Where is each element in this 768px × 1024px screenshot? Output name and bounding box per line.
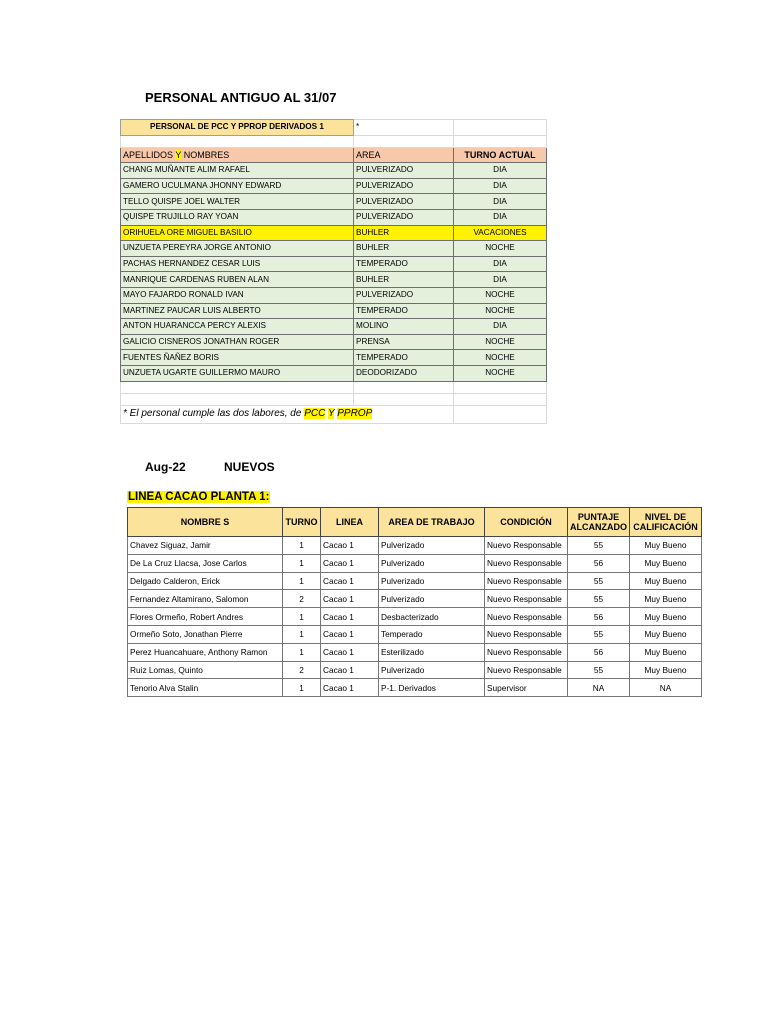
asterisk-cell: *	[354, 120, 454, 136]
table-cell: Esterilizado	[379, 643, 485, 661]
cell-area: TEMPERADO	[354, 256, 454, 272]
column-header: AREA DE TRABAJO	[379, 508, 485, 537]
cell-name: MANRIQUE CARDENAS RUBEN ALAN	[121, 272, 354, 288]
table-cell: Muy Bueno	[630, 590, 702, 608]
cell-name: UNZUETA PEREYRA JORGE ANTONIO	[121, 241, 354, 257]
cell-name: GAMERO UCULMANA JHONNY EDWARD	[121, 178, 354, 194]
table-cell: Nuevo Responsable	[485, 625, 568, 643]
cell-turno: NOCHE	[454, 350, 547, 366]
personal-antiguo-table	[120, 119, 547, 424]
cell-area: PULVERIZADO	[354, 178, 454, 194]
table-cell: NA	[630, 679, 702, 697]
table-cell: Nuevo Responsable	[485, 661, 568, 679]
table-row	[121, 256, 547, 272]
table-cell: Muy Bueno	[630, 643, 702, 661]
table-cell: Temperado	[379, 625, 485, 643]
table-cell: Cacao 1	[321, 643, 379, 661]
table-cell: 2	[283, 590, 321, 608]
table-row	[128, 661, 702, 679]
table-cell: 56	[568, 643, 630, 661]
page-title: PERSONAL ANTIGUO AL 31/07	[145, 90, 337, 105]
table-cell: Nuevo Responsable	[485, 590, 568, 608]
table-cell: 55	[568, 625, 630, 643]
table-cell: Desbacterizado	[379, 608, 485, 626]
table-cell: Pulverizado	[379, 661, 485, 679]
table-cell: Ormeño Soto, Jonathan Pierre	[128, 625, 283, 643]
table-row	[128, 679, 702, 697]
group-title-row	[121, 120, 547, 136]
cell-turno: NOCHE	[454, 303, 547, 319]
group-title: PERSONAL DE PCC Y PPROP DERIVADOS 1	[121, 120, 354, 136]
table-cell: 55	[568, 661, 630, 679]
table-cell: Cacao 1	[321, 590, 379, 608]
table-row	[121, 319, 547, 335]
header-turno: TURNO ACTUAL	[454, 147, 547, 163]
cell-turno: DIA	[454, 209, 547, 225]
table-cell: 1	[283, 554, 321, 572]
table-cell: Cacao 1	[321, 625, 379, 643]
table-cell: Delgado Calderon, Erick	[128, 572, 283, 590]
table-row	[121, 303, 547, 319]
cell-name: PACHAS HERNANDEZ CESAR LUIS	[121, 256, 354, 272]
table-cell: Nuevo Responsable	[485, 537, 568, 555]
cell-name: MARTINEZ PAUCAR LUIS ALBERTO	[121, 303, 354, 319]
table-cell: Muy Bueno	[630, 554, 702, 572]
nuevos-label: NUEVOS	[224, 460, 275, 474]
cell-area: MOLINO	[354, 319, 454, 335]
cell-name: ORIHUELA ORE MIGUEL BASILIO	[121, 225, 354, 241]
table-cell: 1	[283, 679, 321, 697]
table-cell: Nuevo Responsable	[485, 608, 568, 626]
date-label: Aug-22	[145, 460, 186, 474]
table-cell: Flores Ormeño, Robert Andres	[128, 608, 283, 626]
cell-area: PULVERIZADO	[354, 287, 454, 303]
table-cell: Cacao 1	[321, 572, 379, 590]
footnote: * El personal cumple las dos labores, de PCC Y PPROP	[121, 405, 454, 423]
table-cell: Muy Bueno	[630, 661, 702, 679]
column-header: TURNO	[283, 508, 321, 537]
table-cell: De La Cruz Llacsa, Jose Carlos	[128, 554, 283, 572]
column-header: NIVEL DE CALIFICACIÓN	[630, 508, 702, 537]
table-cell: Muy Bueno	[630, 625, 702, 643]
table-cell: 55	[568, 537, 630, 555]
table-cell: Pulverizado	[379, 554, 485, 572]
note-row	[121, 405, 547, 423]
cell-name: QUISPE TRUJILLO RAY YOAN	[121, 209, 354, 225]
table-cell: 55	[568, 572, 630, 590]
column-header-row	[121, 147, 547, 163]
cell-turno: DIA	[454, 272, 547, 288]
table-cell: Supervisor	[485, 679, 568, 697]
table-cell: Perez Huancahuare, Anthony Ramon	[128, 643, 283, 661]
table-row	[128, 554, 702, 572]
table-row	[128, 608, 702, 626]
table-cell: Cacao 1	[321, 608, 379, 626]
table-cell: Cacao 1	[321, 537, 379, 555]
cell-turno: NOCHE	[454, 334, 547, 350]
table-cell: Nuevo Responsable	[485, 572, 568, 590]
table-cell: 56	[568, 608, 630, 626]
table-cell: 1	[283, 608, 321, 626]
table-cell: 1	[283, 572, 321, 590]
table-row	[128, 643, 702, 661]
table-cell: Pulverizado	[379, 590, 485, 608]
header-area: AREA	[354, 147, 454, 163]
table-cell: 2	[283, 661, 321, 679]
cell-turno: DIA	[454, 256, 547, 272]
table-cell: Muy Bueno	[630, 537, 702, 555]
cell-area: PULVERIZADO	[354, 163, 454, 179]
cell-turno: NOCHE	[454, 287, 547, 303]
table-cell: Muy Bueno	[630, 572, 702, 590]
table-cell: 1	[283, 643, 321, 661]
table-cell: 55	[568, 590, 630, 608]
linea-title: LINEA CACAO PLANTA 1:	[128, 491, 270, 503]
table-row	[121, 365, 547, 381]
cell-area: PULVERIZADO	[354, 194, 454, 210]
cell-area: TEMPERADO	[354, 350, 454, 366]
table-cell: Cacao 1	[321, 679, 379, 697]
table-cell: Cacao 1	[321, 661, 379, 679]
table-row	[128, 537, 702, 555]
cell-turno: NOCHE	[454, 241, 547, 257]
table-cell: Tenorio Alva Stalin	[128, 679, 283, 697]
table-row	[121, 241, 547, 257]
table-row	[121, 287, 547, 303]
cell-turno: DIA	[454, 178, 547, 194]
nuevos-table	[127, 507, 702, 697]
column-header: PUNTAJE ALCANZADO	[568, 508, 630, 537]
column-header: NOMBRE S	[128, 508, 283, 537]
table-cell: P-1. Derivados	[379, 679, 485, 697]
cell-area: BUHLER	[354, 241, 454, 257]
column-header: CONDICIÓN	[485, 508, 568, 537]
cell-turno: DIA	[454, 319, 547, 335]
cell-name: GALICIO CISNEROS JONATHAN ROGER	[121, 334, 354, 350]
table-row	[121, 163, 547, 179]
table-cell: NA	[568, 679, 630, 697]
cell-area: TEMPERADO	[354, 303, 454, 319]
cell-turno: DIA	[454, 194, 547, 210]
table-cell: 1	[283, 625, 321, 643]
table-row	[121, 272, 547, 288]
cell-name: CHANG MUÑANTE ALIM RAFAEL	[121, 163, 354, 179]
table-row	[128, 590, 702, 608]
cell-turno: VACACIONES	[454, 225, 547, 241]
table-cell: Cacao 1	[321, 554, 379, 572]
table-cell: Nuevo Responsable	[485, 643, 568, 661]
table-cell: 1	[283, 537, 321, 555]
cell-name: FUENTES ÑAÑEZ BORIS	[121, 350, 354, 366]
header-names: APELLIDOS Y NOMBRES	[121, 147, 354, 163]
cell-area: PULVERIZADO	[354, 209, 454, 225]
cell-name: UNZUETA UGARTE GUILLERMO MAURO	[121, 365, 354, 381]
cell-name: TELLO QUISPE JOEL WALTER	[121, 194, 354, 210]
table-row	[121, 209, 547, 225]
cell-name: MAYO FAJARDO RONALD IVAN	[121, 287, 354, 303]
table-cell: Fernandez Altamirano, Salomon	[128, 590, 283, 608]
table-cell: 56	[568, 554, 630, 572]
table-row	[121, 334, 547, 350]
table-cell: Pulverizado	[379, 537, 485, 555]
column-header: LINEA	[321, 508, 379, 537]
table-cell: Chavez Siguaz, Jamir	[128, 537, 283, 555]
cell-turno: NOCHE	[454, 365, 547, 381]
table-row	[121, 194, 547, 210]
table-row	[128, 625, 702, 643]
cell-area: BUHLER	[354, 272, 454, 288]
cell-turno: DIA	[454, 163, 547, 179]
table-row	[128, 572, 702, 590]
nuevos-header-row	[128, 508, 702, 537]
table-row	[121, 225, 547, 241]
cell-name: ANTON HUARANCCA PERCY ALEXIS	[121, 319, 354, 335]
table-cell: Ruiz Lomas, Quinto	[128, 661, 283, 679]
table-row	[121, 350, 547, 366]
table-cell: Nuevo Responsable	[485, 554, 568, 572]
table-row	[121, 178, 547, 194]
table-cell: Muy Bueno	[630, 608, 702, 626]
cell-area: PRENSA	[354, 334, 454, 350]
cell-area: DEODORIZADO	[354, 365, 454, 381]
cell-area: BUHLER	[354, 225, 454, 241]
table-cell: Pulverizado	[379, 572, 485, 590]
